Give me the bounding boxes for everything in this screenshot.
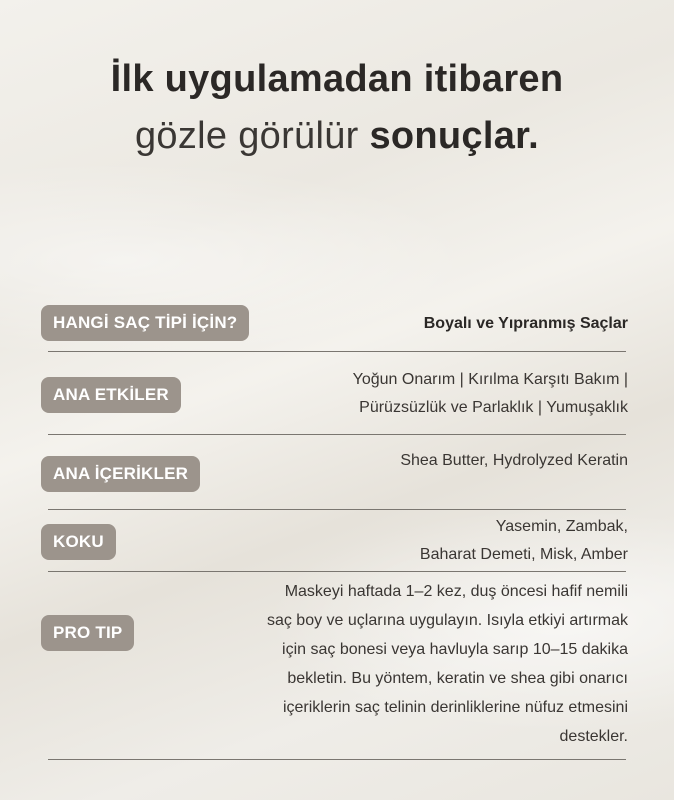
headline-line-1: İlk uygulamadan itibaren <box>110 58 564 100</box>
label-main-ingredients: ANA İÇERİKLER <box>41 456 200 492</box>
value-line: bekletin. Bu yöntem, keratin ve shea gibi onarıcı <box>287 670 628 687</box>
value-line: için saç bonesi veya havluyla sarıp 10–15 dakika <box>282 641 628 658</box>
divider <box>48 509 626 510</box>
headline-line-2 <box>0 106 674 166</box>
value-line: Shea Butter, Hydrolyzed Keratin <box>400 452 628 469</box>
value-hair-type <box>424 310 628 338</box>
divider <box>48 759 626 760</box>
value-line: içeriklerin saç telinin derinliklerine nüfuz etmesini <box>282 699 628 716</box>
value-scent <box>420 513 628 569</box>
value-main-effects <box>353 366 628 422</box>
label-hair-type: HANGİ SAÇ TİPİ İÇİN? <box>41 305 249 341</box>
label-pro-tip: PRO TIP <box>41 615 134 651</box>
value-pro-tip <box>267 577 628 751</box>
value-line: saç boy ve uçlarına uygulayın. Isıyla etkiyi artırmak <box>266 612 628 629</box>
value-line: Boyalı ve Yıpranmış Saçlar <box>423 315 628 332</box>
value-line: Baharat Demeti, Misk, Amber <box>419 546 628 563</box>
headline-line-2-regular: gözle görülür <box>135 115 370 157</box>
divider <box>48 434 626 435</box>
divider <box>48 351 626 352</box>
value-line: destekler. <box>559 728 628 745</box>
headline-line-2-bold: sonuçlar. <box>369 115 539 157</box>
label-scent: KOKU <box>41 524 116 560</box>
value-line: Maskeyi haftada 1–2 kez, duş öncesi hafif nemili <box>284 583 628 600</box>
headline <box>0 52 674 166</box>
value-line: Pürüzsüzlük ve Parlaklık | Yumuşaklık <box>359 399 628 416</box>
label-main-effects: ANA ETKİLER <box>41 377 181 413</box>
value-line: Yasemin, Zambak, <box>495 518 628 535</box>
divider <box>48 571 626 572</box>
value-line: Yoğun Onarım | Kırılma Karşıtı Bakım | <box>352 371 628 388</box>
value-main-ingredients <box>400 447 628 475</box>
